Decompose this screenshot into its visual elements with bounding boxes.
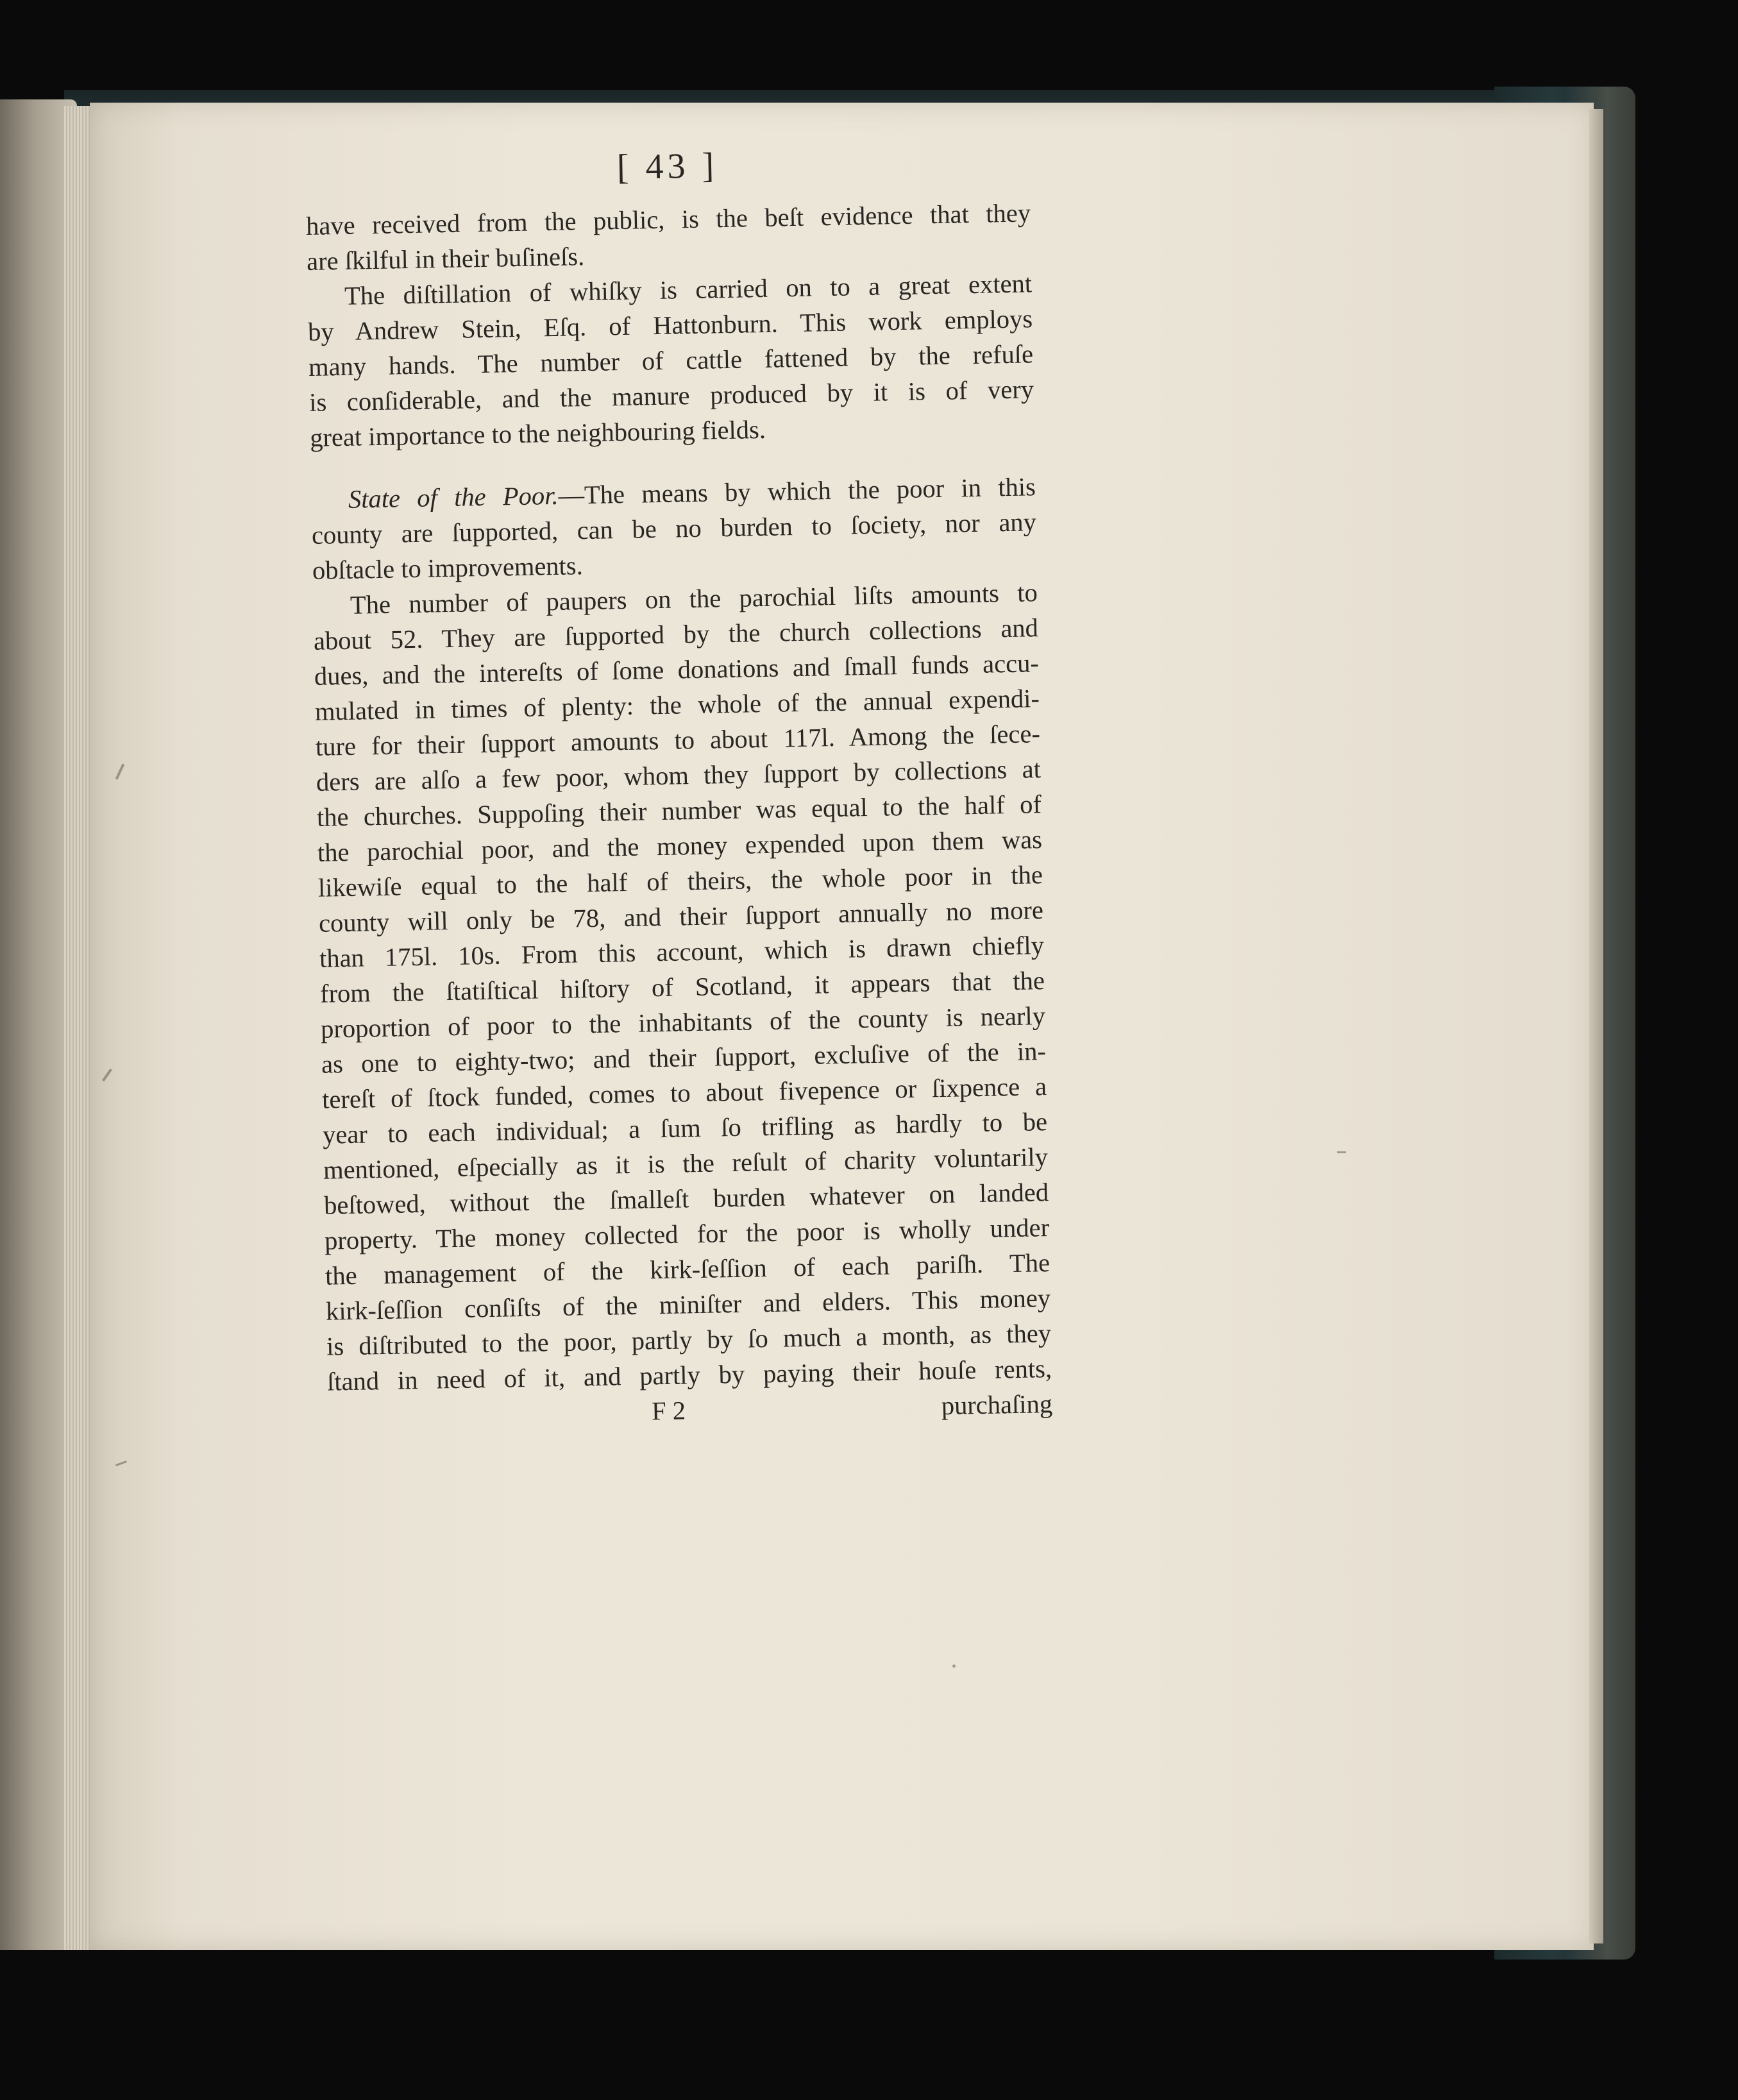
running-head: [ 43 ] <box>616 146 718 188</box>
text-line: likewiſe equal to the half of theirs, the whole poor in the <box>317 860 1043 902</box>
text-line: kirk-ſeſſion conſiſts of the miniſter and elders. This money <box>325 1283 1051 1326</box>
text-line: as one to eighty-two; and their ſupport, excluſive of the in- <box>321 1037 1047 1079</box>
text-line: The number of paupers on the parochial liſts amounts to <box>350 578 1038 620</box>
text-line: from the ſtatiſtical hiſtory of Scotland, it appears that the <box>319 966 1045 1008</box>
section-title: State of the Poor. <box>348 480 559 514</box>
paragraph-1 <box>306 195 1032 279</box>
text-line: county are ſupported, can be no burden to ſociety, nor any <box>311 507 1037 550</box>
text-line: county will only be 78, and their ſupport annually no more <box>318 895 1044 938</box>
text-line: mulated in times of plenty: the whole of the annual expendi- <box>314 684 1040 726</box>
text-line: about 52. They are ſupported by the church collections and <box>313 613 1039 656</box>
text-line: the management of the kirk-ſeſſion of each pariſh. The <box>325 1248 1050 1291</box>
text-line: many hands. The number of cattle fattened by the refuſe <box>308 339 1034 382</box>
text-line: proportion of poor to the inhabitants of the county is nearly <box>320 1001 1046 1044</box>
margin-speck <box>1337 1151 1346 1153</box>
text-line: by Andrew Stein, Eſq. of Hattonburn. This work employs <box>307 304 1033 346</box>
text-line: property. The money collected for the poor is wholly under <box>324 1213 1050 1255</box>
margin-speck <box>952 1664 956 1668</box>
signature-mark: F 2 <box>651 1396 686 1426</box>
text-line: ders are alſo a few poor, whom they ſupport by collections at <box>316 754 1042 797</box>
text-line: tereſt of ſtock funded, comes to about fivepence or ſixpence a <box>321 1072 1047 1114</box>
text-line: The diſtillation of whiſky is carried on to a great extent <box>344 269 1033 310</box>
text-line: dues, and the intereſts of ſome donations and ſmall funds accu- <box>314 648 1040 691</box>
text-line: the churches. Suppoſing their number was equal to the half of <box>316 790 1042 832</box>
paragraph-4 <box>312 575 1052 1399</box>
text-line: than 175l. 10s. From this account, which is drawn chiefly <box>319 931 1045 973</box>
text-line: is conſiderable, and the manure produced by it is of very <box>308 375 1034 417</box>
text-line: year to each individual; a ſum ſo trifling as hardly to be <box>322 1107 1048 1149</box>
page-right-edge <box>1589 109 1603 1943</box>
text-line: great importance to the neighbouring fields. <box>309 414 766 452</box>
text-block <box>305 137 1052 1434</box>
text-line: mentioned, eſpecially as it is the reſult of charity voluntarily <box>323 1142 1049 1185</box>
text-line: ture for their ſupport amounts to about 117l. Among the ſece- <box>315 719 1041 761</box>
text-line: have received from the public, is the beſt evidence that they <box>305 198 1031 241</box>
text-line: obſtacle to improvements. <box>312 551 584 585</box>
text-line: are ſkilful in their buſineſs. <box>306 242 585 276</box>
text-line: ſtand in need of it, and partly by paying their houſe rents, <box>326 1353 1052 1396</box>
text-line: is diſtributed to the poor, partly by ſo much a month, as they <box>326 1318 1052 1361</box>
text-line: the parochial poor, and the money expended upon them was <box>317 825 1043 867</box>
catchword: purchaſing <box>941 1389 1053 1421</box>
paragraph-3 <box>310 469 1037 588</box>
paragraph-2 <box>307 266 1035 455</box>
text-line: beſtowed, without the ſmalleſt burden whatever on landed <box>323 1178 1049 1220</box>
text-line-rest: —The means by which the poor in this <box>558 472 1036 510</box>
